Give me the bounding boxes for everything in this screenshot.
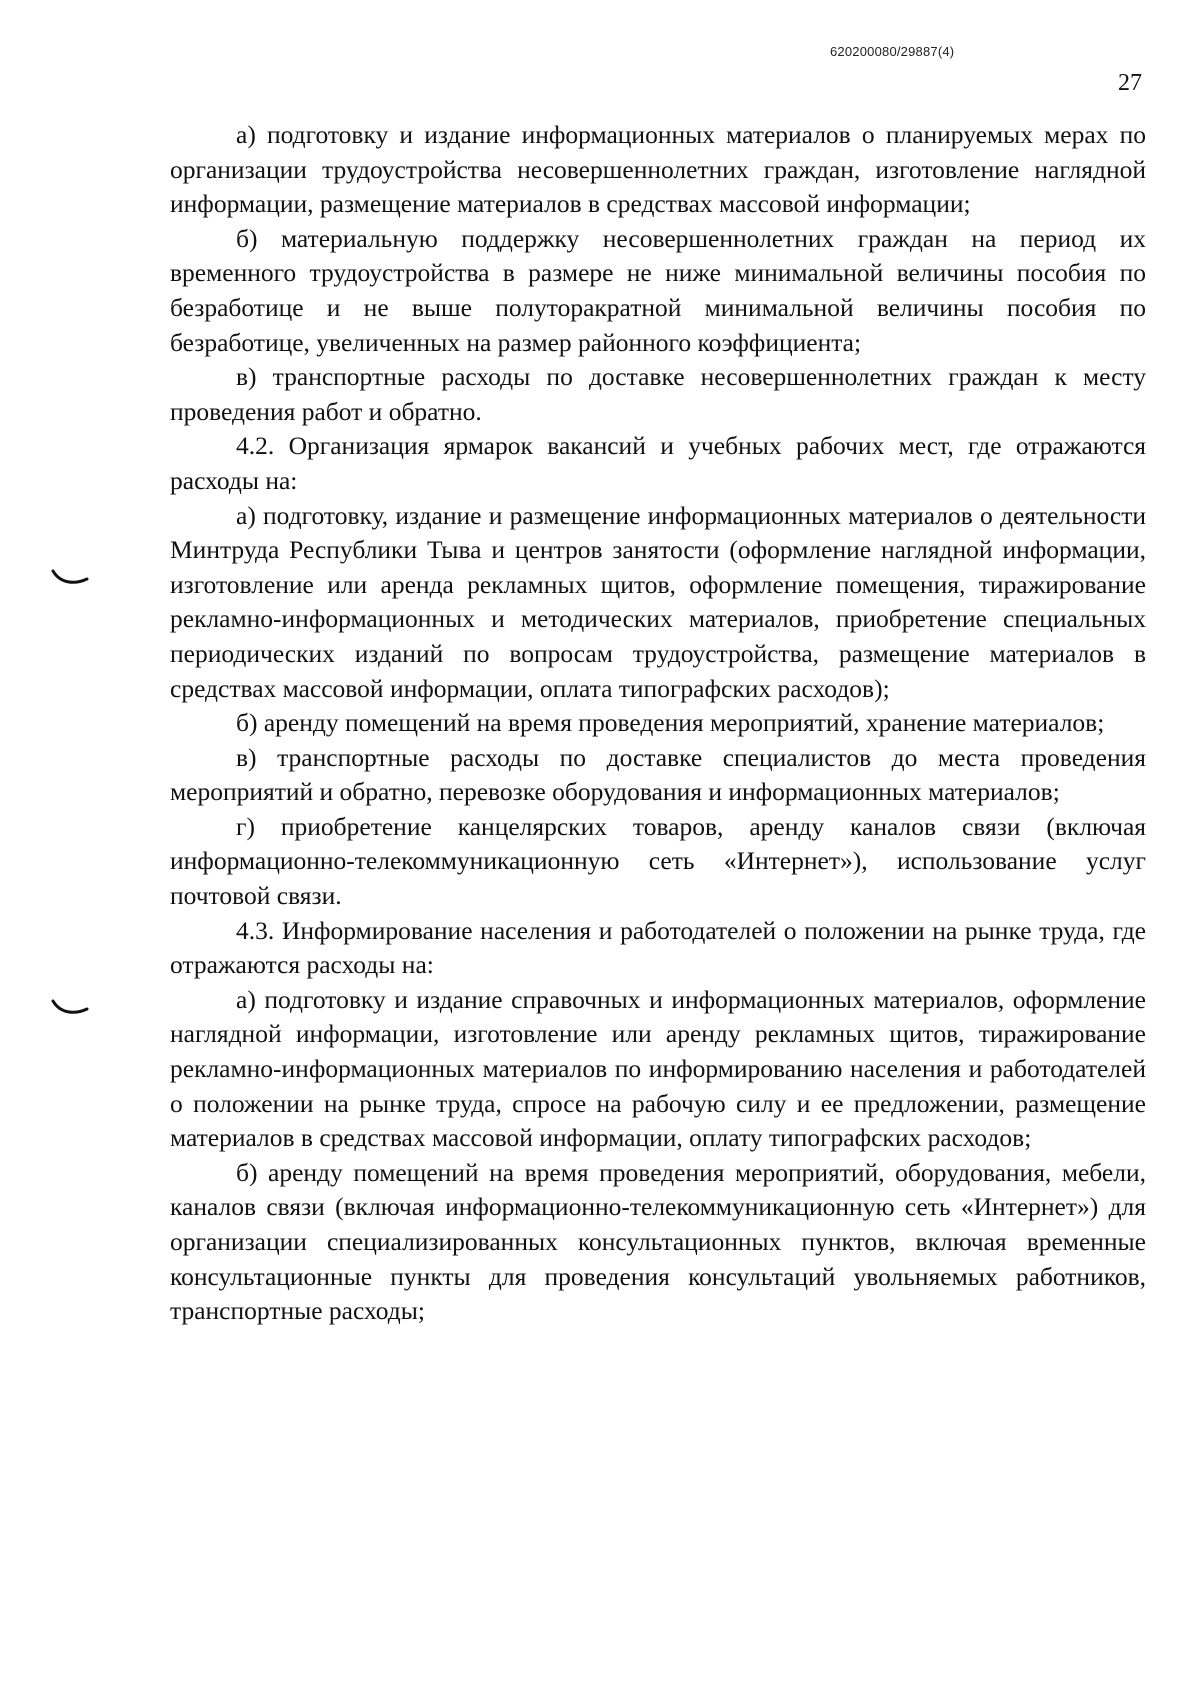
paragraph-4-1-a: а) подготовку и издание информационных материалов о планируемых мерах по организации трудоустройства несовершеннолетних граждан, изготовление наглядной информации, размещение материалов в средствах массовой информации; — [170, 120, 1146, 219]
document-id: 620200080/29887(4) — [830, 44, 955, 59]
page-number: 27 — [1118, 70, 1142, 96]
paragraph-4-2-g: г) приобретение канцелярских товаров, аренду каналов связи (включая информационно-телекоммуникационную сеть «Интернет»), использование услуг почтовой связи. — [170, 811, 1146, 911]
paragraph-4-2-a: а) подготовку, издание и размещение информационных материалов о деятельности Минтруда Республики Тыва и центров занятости (оформление наглядной информации, изготовление или аренда рекламных щитов, оформление помещения, тиражирование рекламно-информационных и методических материалов, приобретение специальных периодических изданий по вопросам трудоустройства, размещение материалов в средствах массовой информации, оплата типографских расходов); — [170, 500, 1146, 703]
body-text — [170, 118, 1146, 1329]
paragraph-4-2-v: в) транспортные расходы по доставке специалистов до места проведения мероприятий и обратно, перевозке оборудования и информационных материалов; — [170, 742, 1146, 807]
binding-hole-mark-icon — [50, 568, 90, 588]
paragraph-4-3-a: а) подготовку и издание справочных и информационных материалов, оформление наглядной информации, изготовление или аренду рекламных щитов, тиражирование рекламно-информационных материалов по информированию населения и работодателей о положении на рынке труда, спросе на рабочую силу и ее предложении, размещение материалов в средствах массовой информации, оплату типографских расходов; — [170, 984, 1146, 1153]
paragraph-4-2-heading: 4.2. Организация ярмарок вакансий и учебных рабочих мест, где отражаются расходы на: — [170, 431, 1146, 495]
binding-hole-mark-icon — [50, 998, 90, 1018]
paragraph-4-1-b: б) материальную поддержку несовершеннолетних граждан на период их временного трудоустройства в размере не ниже минимальной величины пособия по безработице и не выше полуторакратной минимальной величины пособия по безработице, увеличенных на размер районного коэффициента; — [170, 223, 1146, 357]
paragraph-4-3-b: б) аренду помещений на время проведения мероприятий, оборудования, мебели, каналов связи (включая информационно-телекоммуникационную сеть «Интернет») для организации специализированных консультационных пунктов, включая временные консультационные пункты для проведения консультаций увольняемых работников, транспортные расходы; — [170, 1157, 1146, 1326]
paragraph-4-3-heading: 4.3. Информирование населения и работодателей о положении на рынке труда, где отражаются расходы на: — [170, 915, 1146, 980]
paragraph-4-1-v: в) транспортные расходы по доставке несовершеннолетних граждан к месту проведения работ и обратно. — [170, 362, 1146, 426]
paragraph-4-2-b: б) аренду помещений на время проведения мероприятий, хранение материалов; — [236, 708, 1105, 738]
